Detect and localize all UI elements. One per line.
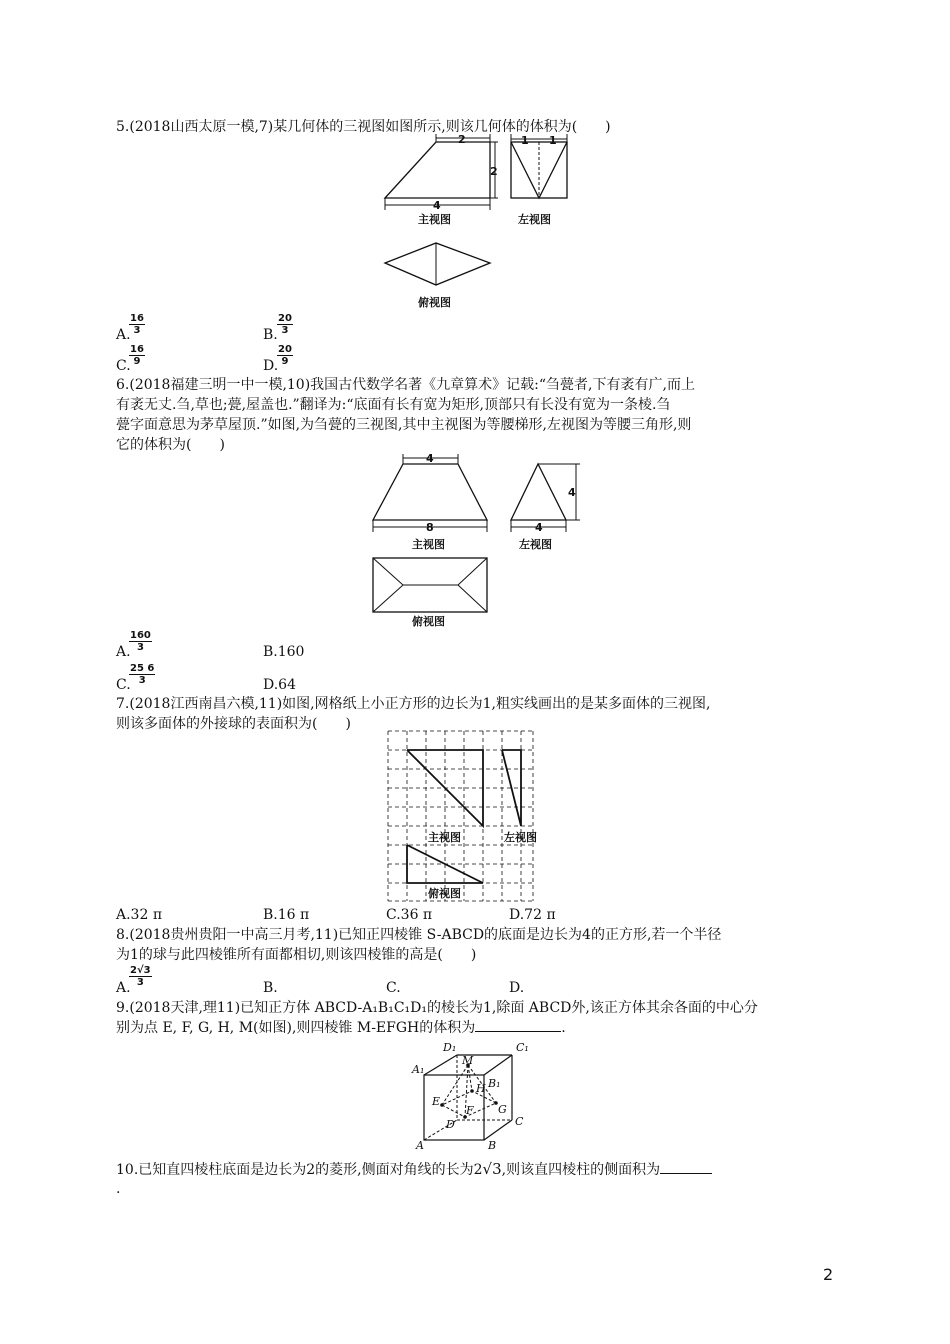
q9-label-g: G <box>498 1103 507 1116</box>
q6-caption-top: 俯视图 <box>412 615 445 628</box>
q6-stem-line3: 甍字面意思为茅草屋顶.”如图,为刍甍的三视图,其中主视图为等腰梯形,左视图为等腰三角形,则 <box>116 417 692 433</box>
q5-left-view <box>508 134 578 229</box>
q9-label-b: B <box>488 1139 497 1152</box>
q5-option-b-label: B. <box>263 327 278 343</box>
q7-caption-top: 俯视图 <box>428 887 461 900</box>
q6-option-a-frac: $\frac{160}{3}$ <box>130 630 151 653</box>
q9-label-a: A <box>416 1139 424 1152</box>
q6-dim-tri-base: 4 <box>535 521 543 534</box>
q9-answer-blank[interactable] <box>475 1019 561 1032</box>
q6-stem-line4: 它的体积为( ) <box>116 437 225 453</box>
q6-left-view <box>506 450 586 554</box>
q6-option-b: B.160 <box>263 644 305 660</box>
q9-label-d: D <box>446 1118 455 1131</box>
q7-caption-front: 主视图 <box>428 831 461 844</box>
q8-option-d: D. <box>509 980 525 996</box>
q8-stem-line1: 8.(2018贵州贵阳一中高三月考,11)已知正四棱锥 S-ABCD的底面是边长为4的正方形,若一个半径 <box>116 927 722 943</box>
q10-stem-line1: 10.已知直四棱柱底面是边长为2的菱形,侧面对角线的长为2√3,则该直四棱柱的侧面积为 <box>116 1160 712 1179</box>
q8-option-a-label: A. <box>116 980 131 996</box>
q6-stem-line1: 6.(2018福建三明一中一模,10)我国古代数学名著《九章算术》记载:“刍甍者,下有袤有广,而上 <box>116 377 695 393</box>
q6-caption-front: 主视图 <box>412 538 445 551</box>
q7-option-b: B.16 π <box>263 907 310 923</box>
q10-sqrt-3: √3 <box>482 1160 502 1178</box>
page-number: 2 <box>823 1265 834 1284</box>
q7-option-c: C.36 π <box>386 907 433 923</box>
q5-front-view <box>380 134 500 229</box>
q6-option-a-label: A. <box>116 644 131 660</box>
q9-label-f: F <box>466 1104 474 1117</box>
q9-label-d1: D₁ <box>443 1041 457 1054</box>
q6-option-c-label: C. <box>116 677 131 693</box>
q5-option-d-frac: $\frac{20}{9}$ <box>278 344 292 367</box>
q9-label-h: H <box>476 1082 486 1095</box>
q6-option-d: D.64 <box>263 677 296 693</box>
q5-caption-left: 左视图 <box>518 213 551 226</box>
q5-option-c-frac: $\frac{16}{9}$ <box>130 344 144 367</box>
q5-dim-top: 2 <box>458 133 466 146</box>
q8-option-c: C. <box>386 980 401 996</box>
q8-stem-line2: 为1的球与此四棱锥所有面都相切,则该四棱锥的高是( ) <box>116 947 477 963</box>
q6-option-c-frac: $\frac{25 6}{3}$ <box>130 663 155 686</box>
q8-option-a-frac: $\frac{2√3}{3}$ <box>130 965 151 988</box>
q5-option-c-label: C. <box>116 358 131 374</box>
q9-label-b1: B₁ <box>488 1077 501 1090</box>
q5-dim-bottom: 4 <box>433 199 441 212</box>
q6-caption-left: 左视图 <box>519 538 552 551</box>
q5-option-b-frac: $\frac{20}{3}$ <box>278 313 292 336</box>
q7-stem-line2: 则该多面体的外接球的表面积为( ) <box>116 716 351 732</box>
q10-stem-line2: . <box>116 1181 121 1197</box>
q9-label-e: E <box>432 1095 441 1108</box>
q9-label-m: M <box>462 1054 474 1067</box>
q10-answer-blank[interactable] <box>660 1161 712 1174</box>
q6-dim-top: 4 <box>426 452 434 465</box>
q9-stem-line1: 9.(2018天津,理11)已知正方体 ABCD-A₁B₁C₁D₁的棱长为1,除面 ABCD外,该正方体其余各面的中心分 <box>116 1000 758 1016</box>
q5-dim-left1: 1 <box>521 134 529 147</box>
q5-top-view <box>380 240 500 312</box>
q7-caption-left: 左视图 <box>504 831 537 844</box>
q5-option-d-label: D. <box>263 358 279 374</box>
q9-cube-figure <box>410 1035 540 1151</box>
q6-stem-line2: 有袤无丈.刍,草也;甍,屋盖也.”翻译为:“底面有长有宽为矩形,顶部只有长没有宽为一条棱.刍 <box>116 397 671 413</box>
q7-stem-line1: 7.(2018江西南昌六模,11)如图,网格纸上小正方形的边长为1,粗实线画出的是某多面体的三视图, <box>116 696 711 712</box>
q9-label-a1: A₁ <box>412 1063 425 1076</box>
q5-caption-top: 俯视图 <box>418 296 451 309</box>
q5-option-a-label: A. <box>116 327 131 343</box>
q6-dim-tri-height: 4 <box>568 486 576 499</box>
q8-option-b: B. <box>263 980 278 996</box>
q7-option-a: A.32 π <box>116 907 163 923</box>
q5-stem: 5.(2018山西太原一模,7)某几何体的三视图如图所示,则该几何体的体积为( ) <box>116 119 611 135</box>
q6-front-view <box>368 450 492 554</box>
q5-option-a-frac: $\frac{16}{3}$ <box>130 313 144 336</box>
q7-grid-figure <box>388 731 536 903</box>
q9-label-c1: C₁ <box>516 1041 529 1054</box>
q6-dim-bottom: 8 <box>426 521 434 534</box>
q5-caption-front: 主视图 <box>418 213 451 226</box>
q9-label-c: C <box>515 1115 524 1128</box>
q7-option-d: D.72 π <box>509 907 556 923</box>
q5-dim-left2: 1 <box>549 134 557 147</box>
q6-top-view <box>368 556 492 630</box>
q5-dim-side: 2 <box>490 165 498 178</box>
q9-stem-line2: 别为点 E, F, G, H, M(如图),则四棱锥 M-EFGH的体积为 . <box>116 1020 566 1036</box>
